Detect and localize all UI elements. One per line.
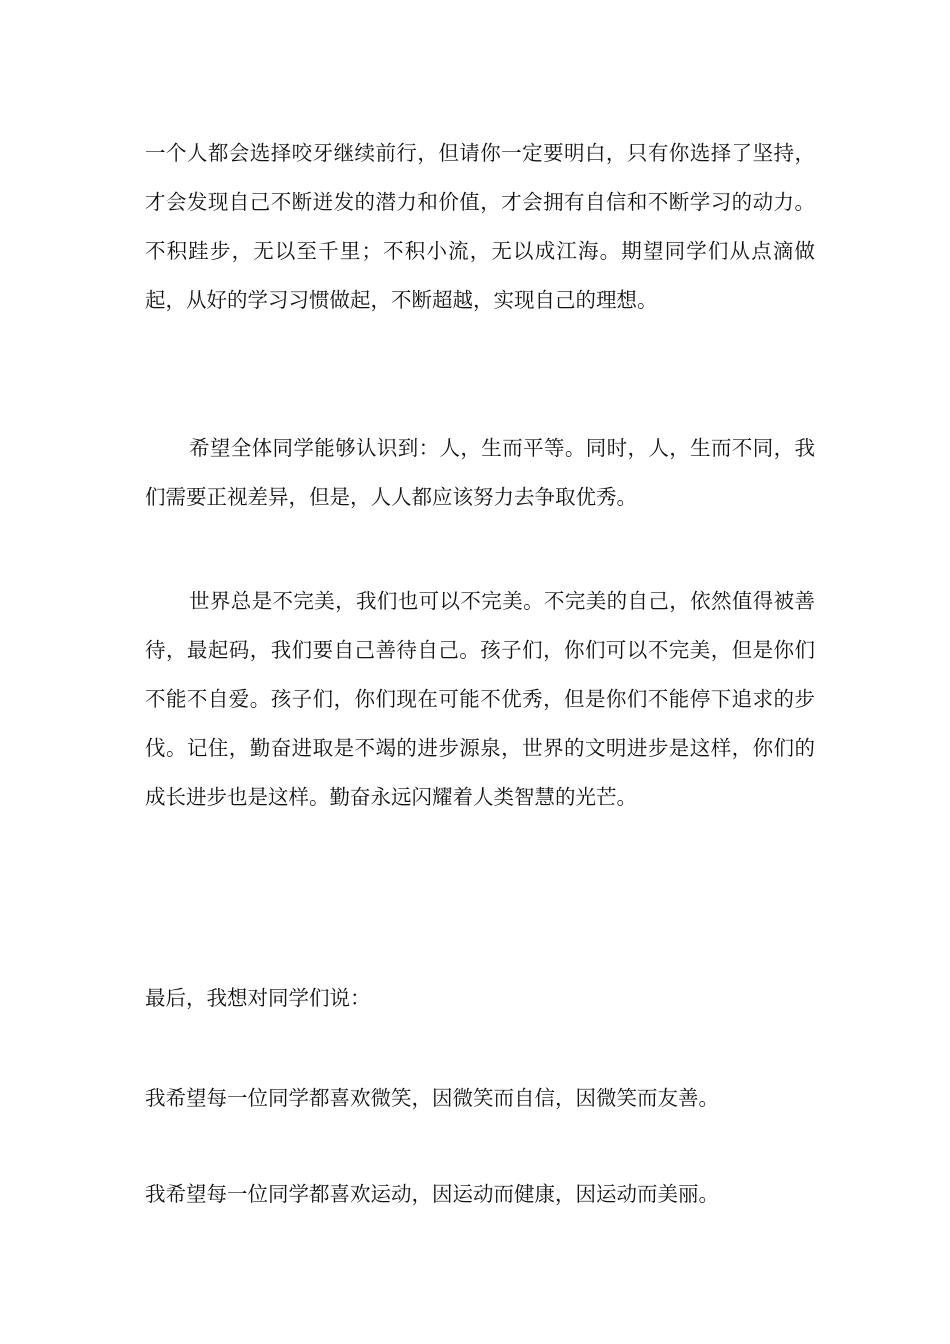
paragraph-wish-sport: 我希望每一位同学都喜欢运动，因运动而健康，因运动而美丽。: [145, 1182, 719, 1206]
paragraph-persistence: 一个人都会选择咬牙继续前行，但请你一定要明白，只有你选择了坚持，才会发现自己不断迸发的潜力和价值，才会拥有自信和不断学习的动力。不积跬步，无以至千里；不积小流，无以成江海。期望同学们从点滴做起，从好的学习习惯做起，不断超越，实现自己的理想。: [145, 141, 815, 312]
paragraph-imperfection: 世界总是不完美，我们也可以不完美。不完美的自己，依然值得被善待，最起码，我们要自己善待自己。孩子们，你们可以不完美，但是你们不能不自爱。孩子们，你们现在可能不优秀，但是你们不能停下追求的步伐。记住，勤奋进取是不竭的进步源泉，世界的文明进步是这样，你们的成长进步也是这样。勤奋永远闪耀着人类智慧的光芒。: [145, 589, 815, 809]
paragraph-equality: 希望全体同学能够认识到：人，生而平等。同时，人，生而不同，我们需要正视差异，但是，人人都应该努力去争取优秀。: [145, 436, 815, 509]
paragraph-closing-intro: 最后，我想对同学们说：: [145, 986, 371, 1010]
paragraph-wish-smile: 我希望每一位同学都喜欢微笑，因微笑而自信，因微笑而友善。: [145, 1086, 719, 1110]
